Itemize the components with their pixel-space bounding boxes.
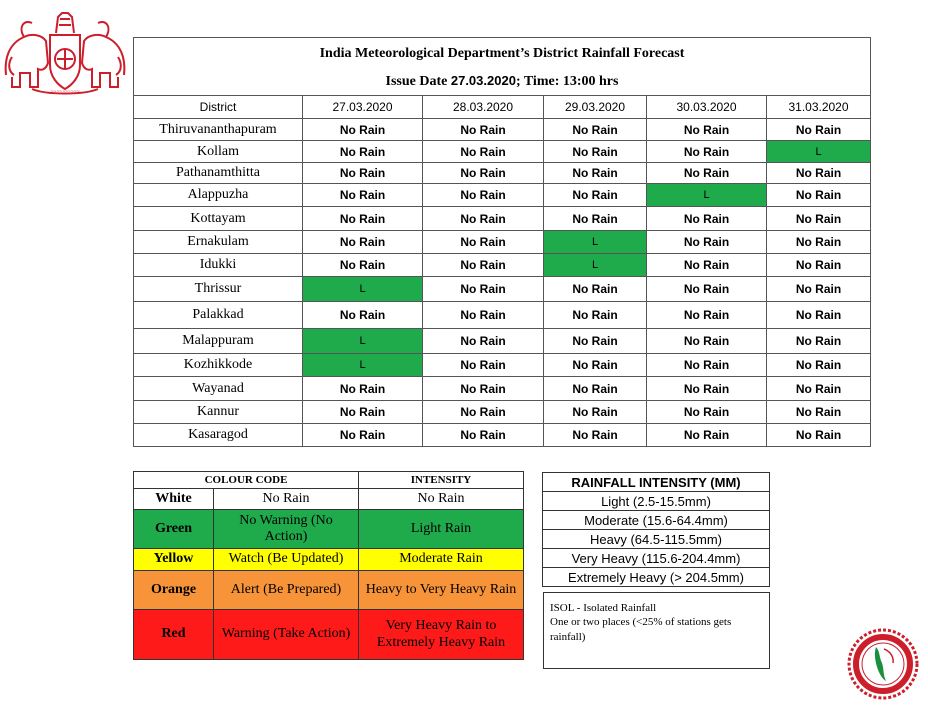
forecast-cell: No Rain xyxy=(647,377,767,401)
forecast-cell: No Rain xyxy=(303,207,423,231)
forecast-cell: No Rain xyxy=(423,119,544,141)
district-name: Ernakulam xyxy=(134,231,303,254)
forecast-cell: No Rain xyxy=(303,302,423,329)
forecast-cell: No Rain xyxy=(767,329,871,354)
intensity-item: Light (2.5-15.5mm) xyxy=(543,492,770,511)
forecast-cell: No Rain xyxy=(647,424,767,447)
district-row xyxy=(134,119,871,141)
forecast-cell: No Rain xyxy=(423,207,544,231)
forecast-cell: No Rain xyxy=(423,254,544,277)
colour-intensity: Very Heavy Rain to Extremely Heavy Rain xyxy=(359,610,524,660)
forecast-cell: No Rain xyxy=(647,354,767,377)
date-header-row xyxy=(134,96,871,119)
colour-intensity: Light Rain xyxy=(359,510,524,549)
date-header: 27.03.2020 xyxy=(303,96,423,119)
district-name: Palakkad xyxy=(134,302,303,329)
district-column-header: District xyxy=(134,96,303,119)
isol-note xyxy=(543,592,770,669)
forecast-cell: No Rain xyxy=(647,277,767,302)
district-row xyxy=(134,424,871,447)
colour-code-header: COLOUR CODE xyxy=(134,472,359,489)
date-header: 28.03.2020 xyxy=(423,96,544,119)
forecast-cell: No Rain xyxy=(303,141,423,163)
forecast-cell: L xyxy=(303,277,423,302)
forecast-cell: No Rain xyxy=(767,377,871,401)
forecast-cell: No Rain xyxy=(303,231,423,254)
isol-description: One or two places (<25% of stations gets rainfall) xyxy=(550,616,732,643)
district-name: Thrissur xyxy=(134,277,303,302)
forecast-cell: No Rain xyxy=(767,277,871,302)
district-name: Idukki xyxy=(134,254,303,277)
isol-definition: ISOL - Isolated Rainfall xyxy=(550,602,657,614)
forecast-cell: L xyxy=(647,184,767,207)
district-row xyxy=(134,329,871,354)
forecast-cell: No Rain xyxy=(767,163,871,184)
forecast-cell: No Rain xyxy=(647,401,767,424)
forecast-cell: No Rain xyxy=(303,254,423,277)
forecast-cell: No Rain xyxy=(647,163,767,184)
forecast-cell: No Rain xyxy=(767,354,871,377)
forecast-cell: No Rain xyxy=(303,424,423,447)
forecast-cell: L xyxy=(303,354,423,377)
forecast-cell: No Rain xyxy=(544,377,647,401)
district-row xyxy=(134,207,871,231)
forecast-cell: No Rain xyxy=(544,424,647,447)
forecast-cell: No Rain xyxy=(544,329,647,354)
district-name: Kottayam xyxy=(134,207,303,231)
forecast-cell: No Rain xyxy=(544,277,647,302)
colour-meaning: No Warning (No Action) xyxy=(214,510,359,549)
forecast-cell: L xyxy=(303,329,423,354)
forecast-cell: No Rain xyxy=(544,354,647,377)
forecast-cell: No Rain xyxy=(303,401,423,424)
district-row xyxy=(134,254,871,277)
district-name: Thiruvananthapuram xyxy=(134,119,303,141)
forecast-cell: No Rain xyxy=(767,401,871,424)
forecast-cell: No Rain xyxy=(767,119,871,141)
colour-label: Green xyxy=(134,510,214,549)
colour-meaning: Watch (Be Updated) xyxy=(214,549,359,571)
colour-meaning: Alert (Be Prepared) xyxy=(214,571,359,610)
district-row xyxy=(134,302,871,329)
issue-label: Issue Date xyxy=(385,73,448,89)
district-forecast-table xyxy=(133,37,871,447)
district-row xyxy=(134,354,871,377)
district-name: Malappuram xyxy=(134,329,303,354)
colour-label: White xyxy=(134,489,214,510)
forecast-cell: No Rain xyxy=(767,207,871,231)
district-name: Wayanad xyxy=(134,377,303,401)
date-header: 31.03.2020 xyxy=(767,96,871,119)
colour-label: Red xyxy=(134,610,214,660)
issue-line xyxy=(134,67,871,96)
forecast-cell: No Rain xyxy=(647,141,767,163)
forecast-cell: No Rain xyxy=(423,401,544,424)
forecast-cell: No Rain xyxy=(423,231,544,254)
rainfall-intensity-table xyxy=(542,472,770,587)
forecast-cell: No Rain xyxy=(767,302,871,329)
forecast-cell: L xyxy=(544,254,647,277)
forecast-cell: No Rain xyxy=(303,163,423,184)
colour-intensity: Heavy to Very Heavy Rain xyxy=(359,571,524,610)
forecast-cell: No Rain xyxy=(767,254,871,277)
forecast-cell: No Rain xyxy=(303,119,423,141)
district-row xyxy=(134,231,871,254)
svg-text:~~~~~~~~~~: ~~~~~~~~~~ xyxy=(50,89,80,95)
forecast-cell: No Rain xyxy=(647,254,767,277)
forecast-cell: No Rain xyxy=(423,277,544,302)
district-row xyxy=(134,184,871,207)
district-name: Pathanamthitta xyxy=(134,163,303,184)
date-header: 29.03.2020 xyxy=(544,96,647,119)
forecast-cell: No Rain xyxy=(544,401,647,424)
intensity-item: Heavy (64.5-115.5mm) xyxy=(543,530,770,549)
forecast-cell: No Rain xyxy=(544,163,647,184)
forecast-cell: No Rain xyxy=(423,329,544,354)
forecast-cell: No Rain xyxy=(647,231,767,254)
forecast-cell: No Rain xyxy=(423,354,544,377)
colour-intensity: No Rain xyxy=(359,489,524,510)
forecast-cell: No Rain xyxy=(544,119,647,141)
forecast-cell: No Rain xyxy=(423,141,544,163)
colour-meaning: Warning (Take Action) xyxy=(214,610,359,660)
forecast-cell: No Rain xyxy=(647,119,767,141)
kerala-emblem-icon xyxy=(2,5,128,97)
district-name: Alappuzha xyxy=(134,184,303,207)
forecast-cell: No Rain xyxy=(423,302,544,329)
forecast-cell: No Rain xyxy=(767,184,871,207)
forecast-cell: No Rain xyxy=(647,207,767,231)
intensity-item: Moderate (15.6-64.4mm) xyxy=(543,511,770,530)
forecast-cell: No Rain xyxy=(303,184,423,207)
district-name: Kozhikkode xyxy=(134,354,303,377)
forecast-cell: No Rain xyxy=(544,141,647,163)
district-row xyxy=(134,163,871,184)
district-row xyxy=(134,377,871,401)
district-name: Kannur xyxy=(134,401,303,424)
forecast-cell: No Rain xyxy=(647,329,767,354)
colour-label: Yellow xyxy=(134,549,214,571)
intensity-header: INTENSITY xyxy=(359,472,524,489)
forecast-title: India Meteorological Department’s District Rainfall Forecast xyxy=(134,38,871,68)
forecast-cell: No Rain xyxy=(303,377,423,401)
district-row xyxy=(134,141,871,163)
district-row xyxy=(134,277,871,302)
forecast-cell: No Rain xyxy=(647,302,767,329)
issue-date: 27.03.2020 xyxy=(450,72,516,88)
forecast-cell: L xyxy=(544,231,647,254)
forecast-cell: No Rain xyxy=(423,184,544,207)
colour-code-table xyxy=(133,471,524,660)
intensity-item: Very Heavy (115.6-204.4mm) xyxy=(543,549,770,568)
forecast-cell: No Rain xyxy=(423,377,544,401)
forecast-cell: No Rain xyxy=(544,207,647,231)
colour-meaning: No Rain xyxy=(214,489,359,510)
forecast-cell: No Rain xyxy=(544,184,647,207)
forecast-cell: No Rain xyxy=(767,231,871,254)
rainfall-intensity-title: RAINFALL INTENSITY (MM) xyxy=(543,473,770,492)
date-header: 30.03.2020 xyxy=(647,96,767,119)
imd-logo-icon xyxy=(846,627,920,701)
district-name: Kasaragod xyxy=(134,424,303,447)
forecast-cell: No Rain xyxy=(423,163,544,184)
issue-time: ; Time: 13:00 hrs xyxy=(515,73,619,89)
district-name: Kollam xyxy=(134,141,303,163)
colour-intensity: Moderate Rain xyxy=(359,549,524,571)
forecast-cell: No Rain xyxy=(544,302,647,329)
district-row xyxy=(134,401,871,424)
forecast-cell: No Rain xyxy=(767,424,871,447)
intensity-item: Extremely Heavy (> 204.5mm) xyxy=(543,568,770,587)
colour-label: Orange xyxy=(134,571,214,610)
forecast-cell: L xyxy=(767,141,871,163)
forecast-cell: No Rain xyxy=(423,424,544,447)
